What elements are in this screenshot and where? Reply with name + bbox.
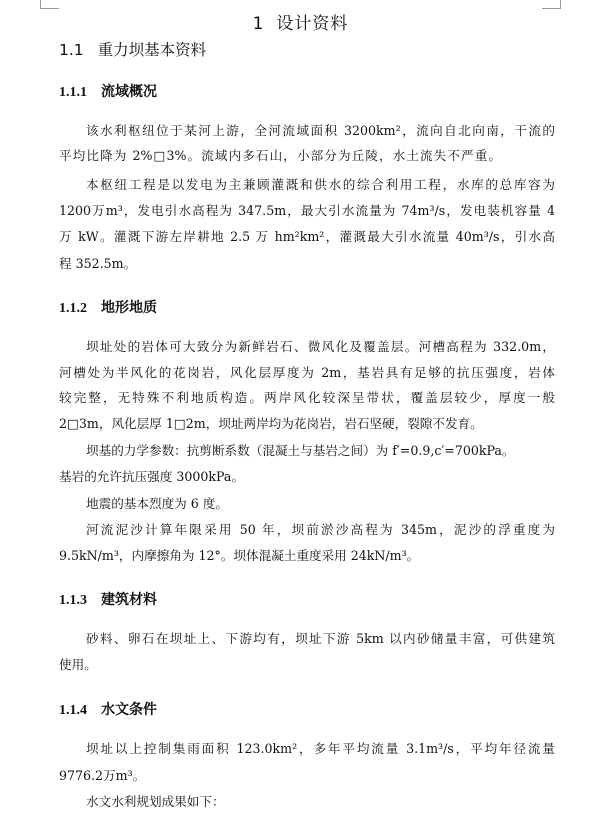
subsection-number: 1.1.1 — [59, 85, 87, 100]
subsection-heading-hydrology — [59, 699, 157, 719]
paragraph-line: 河槽处为半风化的花岗岩，风化层厚度为 2m，基岩具有足够的抗压强度，岩体 — [59, 365, 555, 380]
paragraph-line: 砂料、卵石在坝址上、下游均有，坝址下游 5km 以内砂储量丰富，可供建筑 — [86, 631, 555, 646]
paragraph-line: 坝基的力学参数：抗剪断系数（混凝土与基岩之间）为 f′=0.9,c′=700kPa。 — [86, 443, 515, 458]
paragraph-line: 9.5kN/m³，内摩擦角为 12°。坝体混凝土重度采用 24kN/m³。 — [59, 548, 420, 563]
page-corner-mark-right — [542, 0, 561, 9]
subsection-title: 流域概况 — [101, 85, 157, 100]
paragraph-line: 1200万m³，发电引水高程为 347.5m，最大引水流量为 74m³/s，发电装机容量 4 — [59, 203, 555, 218]
subsection-title: 建筑材料 — [101, 593, 157, 608]
paragraph-line: 2□3m，风化层厚 1□2m，坝址两岸均为花岗岩，岩石坚硬，裂隙不发育。 — [59, 416, 483, 431]
paragraph-line: 本枢纽工程是以发电为主兼顾灌溉和供水的综合利用工程，水库的总库容为 — [86, 177, 555, 192]
paragraph-line: 使用。 — [59, 657, 97, 672]
subsection-number: 1.1.3 — [59, 593, 87, 608]
paragraph-line: 平均比降为 2%□3%。流域内多石山，小部分为丘陵，水土流失不严重。 — [59, 148, 501, 163]
paragraph-line: 该水利枢纽位于某河上游，全河流域面积 3200km²，流向自北向南，干流的 — [86, 123, 555, 138]
paragraph-line: 坝址以上控制集雨面积 123.0km²，多年平均流量 3.1m³/s，平均年径流量 — [86, 741, 555, 756]
paragraph-line: 水文水利规划成果如下： — [86, 794, 225, 809]
subsection-title: 水文条件 — [101, 703, 157, 718]
subsection-heading-geology — [59, 297, 157, 317]
subsection-heading-materials — [59, 589, 157, 609]
subsection-title: 地形地质 — [101, 301, 157, 316]
paragraph-line: 河流泥沙计算年限采用 50 年，坝前淤沙高程为 345m，泥沙的浮重度为 — [86, 522, 555, 537]
section-title: 重力坝基本资料 — [97, 41, 207, 59]
subsection-number: 1.1.4 — [59, 703, 87, 718]
chapter-heading — [0, 9, 601, 34]
page-corner-mark-left — [40, 0, 59, 9]
paragraph-line: 9776.2万m³。 — [59, 768, 146, 783]
section-number: 1.1 — [59, 41, 84, 59]
paragraph-line: 基岩的允许抗压强度 3000kPa。 — [59, 469, 245, 484]
paragraph-line: 程 352.5m。 — [59, 256, 137, 271]
chapter-title: 设计资料 — [276, 14, 349, 34]
paragraph-line: 坝址处的岩体可大致分为新鲜岩石、微风化及覆盖层。河槽高程为 332.0m， — [86, 339, 555, 354]
paragraph-line: 较完整，无特殊不利地质构造。两岸风化较深呈带状，覆盖层较少，厚度一般 — [59, 390, 555, 405]
section-heading — [59, 38, 206, 60]
subsection-number: 1.1.2 — [59, 301, 87, 316]
paragraph-line: 万 kW。灌溉下游左岸耕地 2.5 万 hm²km²，灌溉最大引水流量 40m³/s，引水高 — [59, 229, 555, 244]
chapter-number: 1 — [252, 14, 265, 34]
paragraph-line: 地震的基本烈度为 6 度。 — [86, 496, 228, 511]
subsection-heading-basin — [59, 81, 157, 101]
